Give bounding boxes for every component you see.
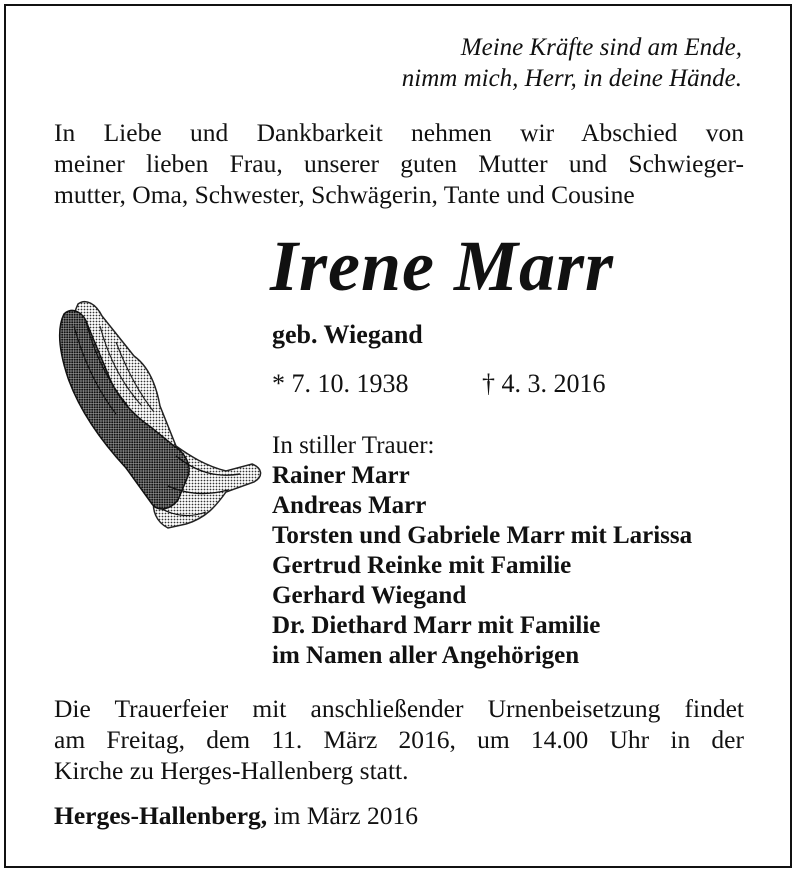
mourner-name: im Namen aller Angehörigen	[272, 642, 580, 669]
funeral-line-3: Kirche zu Herges-Hallenberg statt.	[54, 756, 409, 785]
verse-line-2: nimm mich, Herr, in deine Hände.	[401, 65, 742, 92]
life-dates	[272, 368, 606, 400]
mourner-list	[272, 461, 692, 671]
verse	[200, 32, 742, 94]
intro-text	[54, 117, 744, 210]
mourner-name: Andreas Marr	[272, 492, 427, 519]
praying-hands-icon	[56, 296, 268, 536]
mourner-name: Gertrud Reinke mit Familie	[272, 552, 572, 579]
funeral-line-1: Die Trauerfeier mit anschließender Urnenbeisetzung findet	[54, 694, 744, 723]
deceased-name: Irene Marr	[270, 226, 615, 306]
birth-name: geb. Wiegand	[272, 320, 423, 349]
place-town: Herges-Hallenberg,	[54, 801, 268, 830]
funeral-line-2: am Freitag, dem 11. März 2016, um 14.00 Uhr in der	[54, 725, 744, 754]
intro-line-2: meiner lieben Frau, unserer guten Mutter und Schwieger-	[54, 149, 744, 178]
mourning-label: In stiller Trauer:	[272, 432, 435, 459]
intro-line-3: mutter, Oma, Schwester, Schwägerin, Tante und Cousine	[54, 180, 635, 209]
place-date: im März 2016	[273, 801, 419, 830]
mourner-name: Gerhard Wiegand	[272, 582, 467, 609]
birth-date: * 7. 10. 1938	[272, 369, 409, 398]
funeral-text	[54, 693, 744, 786]
death-date: † 4. 3. 2016	[482, 369, 606, 398]
mourner-name: Torsten und Gabriele Marr mit Larissa	[272, 522, 693, 549]
mourner-name: Rainer Marr	[272, 462, 410, 489]
verse-line-1: Meine Kräfte sind am Ende,	[460, 34, 742, 61]
place-and-date	[54, 800, 418, 831]
intro-line-1: In Liebe und Dankbarkeit nehmen wir Abschied von	[54, 118, 744, 147]
mourner-name: Dr. Diethard Marr mit Familie	[272, 612, 601, 639]
